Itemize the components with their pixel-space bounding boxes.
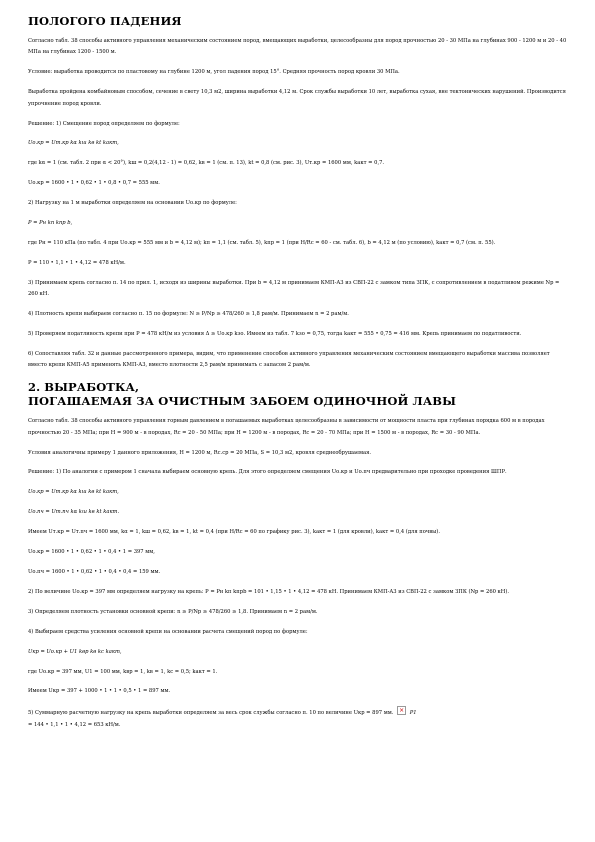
paragraph: Согласно табл. 38 способы активного управления механическим состоянием пород, вмещающих выработки, целесообразны для пород прочностью 20 - 30 МПа на глубинах 900 - 1200 м и 20 - 40 МПа на глубинах 1200 - 1500 м.	[28, 38, 567, 56]
document-page	[28, 14, 568, 740]
section-title-2a: 2. ВЫРАБОТКА,	[28, 380, 140, 395]
paragraph-text: 5) Суммарную расчетную нагрузку на крепь выработки определяем за весь срок службы согласно п. 10 по величине Uкр = 897 мм.	[28, 710, 394, 717]
paragraph: Условие: выработка проводится по пластовому на глубине 1200 м, угол падения пород 15°. Средняя прочность пород кровли 30 МПа.	[28, 69, 400, 76]
paragraph: Условия аналогичны примеру 1 данного приложения, H = 1200 м, Rс.ср = 20 МПа, S = 10,3 м2, кровля среднеобрушаемая.	[28, 449, 372, 456]
section-title-2b: ПОГАШАЕМАЯ ЗА ОЧИСТНЫМ ЗАБОЕМ ОДИНОЧНОЙ ЛАВЫ	[28, 394, 457, 409]
paragraph: 4) Плотность крепи выбираем согласно п. 15 по формуле: N ≥ P/Nр ≥ 478/260 ≥ 1,8 рам/м. Принимаем n = 2 рам/м.	[28, 311, 349, 318]
paragraph: 3) Принимаем крепь согласно п. 14 по прил. 1, исходя из ширины выработки. При b = 4,12 м принимаем КМП-А3 из СВП-22 с замком типа ЗПК, с сопротивлением в податливом режиме Nр = 260 кН.	[28, 279, 560, 298]
formula: P = 110 • 1,1 • 1 • 4,12 = 478 кН/м.	[28, 259, 126, 266]
formula-label: P1	[409, 710, 417, 717]
paragraph: Решение: 1) По аналогии с примером 1 сначала выбираем основную крепь. Для этого определяем смещения Uо.кр и Uо.пч предварительно при проходке проведения ШПР.	[28, 469, 507, 476]
broken-image-icon	[397, 706, 406, 715]
formula: Uкр = Uо.кр + U1 kвр kв kс kакт,	[28, 648, 122, 655]
formula: = 144 • 1,1 • 1 • 4,12 = 653 кН/м.	[28, 721, 121, 728]
paragraph: 2) Нагрузку на 1 м выработки определяем на основании Uо.кр по формуле:	[28, 200, 237, 207]
paragraph: где Uо.кр = 397 мм, U1 = 100 мм, kвр = 1, kв = 1, kс = 0,5; kакт = 1.	[28, 668, 218, 675]
formula: Uо.пч = Uт.пч kα kш kв kt kакт.	[28, 509, 120, 516]
formula: Имеем Uкр = 397 + 1000 • 1 • 1 • 0,5 • 1 = 897 мм.	[28, 688, 171, 695]
formula: Uо.кр = 1600 • 1 • 0,62 • 1 • 0,8 • 0,7 = 555 мм.	[28, 180, 160, 187]
paragraph: 4) Выбираем средства усиления основной крепи на основании расчета смещений пород по формуле:	[28, 628, 308, 635]
paragraph: Решение: 1) Смещение пород определяем по формуле:	[28, 120, 180, 127]
paragraph: 6) Сопоставляя табл. 32 и данные рассмотренного примера, видим, что применение способов активного управления механическим состоянием вмещающего выработки массива позволяет вместо крепи КМП-А5 применять КМП-А3, вместо плотности 2,5 рам/м принимать с запасом 2 рам/м.	[28, 350, 550, 369]
formula: Uо.пч = 1600 • 1 • 0,62 • 1 • 0,4 • 0,4 = 159 мм.	[28, 568, 161, 575]
paragraph: Согласно табл. 38 способы активного управления горным давлением в погашаемых выработках целесообразны в зависимости от мощности пласта при глубинах порядка 600 м в породах прочностью 20 - 35 МПа; при H = 900 м - в породах, Rс = 20 - 50 МПа; при H = 1200 м - в породах, Rс = 20 - 70 МПа; при H = 1500 м - в породах, Rс = 30 - 90 МПа.	[28, 418, 545, 436]
formula: Uо.кр = Uт.кр kα kш kв kt kакт,	[28, 140, 119, 147]
paragraph	[28, 706, 568, 719]
paragraph: Выработка пройдена комбайновым способом, сечение в свету 10,3 м2, ширина выработки 4,12 м. Срок службы выработки 10 лет, выработка сухая, вне тектонических нарушений. Производится упрочнение пород кровли.	[28, 89, 566, 107]
section-title-1: ПОЛОГОГО ПАДЕНИЯ	[28, 14, 182, 28]
paragraph: где kα = 1 (см. табл. 2 при α < 20°), kш = 0,2(4,12 - 1) = 0,62, kв = 1 (см. п. 13), kt = 0,8 (см. рис. 3), Uт.кр = 1600 мм, kакт = 0,7.	[28, 160, 385, 167]
paragraph: 3) Определяем плотность установки основной крепи: n ≥ P/Nр ≥ 478/260 ≥ 1,8. Принимаем n = 2 рам/м.	[28, 608, 318, 615]
paragraph: 2) По величине Uо.кр = 397 мм определяем нагрузку на крепь: P = Pн kп kпрb = 101 • 1,15 • 1 • 4,12 = 478 кН. Принимаем КМП-А3 из СВП-22 с замком ЗПК (Nр = 260 кН).	[28, 588, 510, 595]
formula: Uо.кр = 1600 • 1 • 0,62 • 1 • 0,4 • 1 = 397 мм,	[28, 549, 155, 556]
paragraph: где Pн = 110 кПа (по табл. 4 при Uо.кр = 555 мм и b = 4,12 м); kп = 1,1 (см. табл. 5), kпр = 1 (при H/Rс = 60 - см. табл. 6), b = 4,12 м (по условию), kакт = 0,7 (см. п. 55).	[28, 239, 496, 246]
paragraph: 5) Проверяем податливость крепи при P = 478 кН/м из условия Δ ≥ Uо.кр kзо. Имеем из табл. 7 kзо = 0,75, тогда kакт = 555 • 0,75 = 416 мм. Крепь принимаем по податливости.	[28, 331, 522, 337]
formula: P = Pн kп kпр b,	[28, 220, 73, 227]
paragraph: Имеем Uт.кр = Uт.пч = 1600 мм, kα = 1, kш = 0,62, kв = 1, kt = 0,4 (при H/Rс = 60 по графику рис. 3), kакт = 1 (для кровли), kакт = 0,4 (для почвы).	[28, 529, 440, 536]
formula: Uо.кр = Uт.кр kα kш kв kt kакт,	[28, 489, 119, 496]
